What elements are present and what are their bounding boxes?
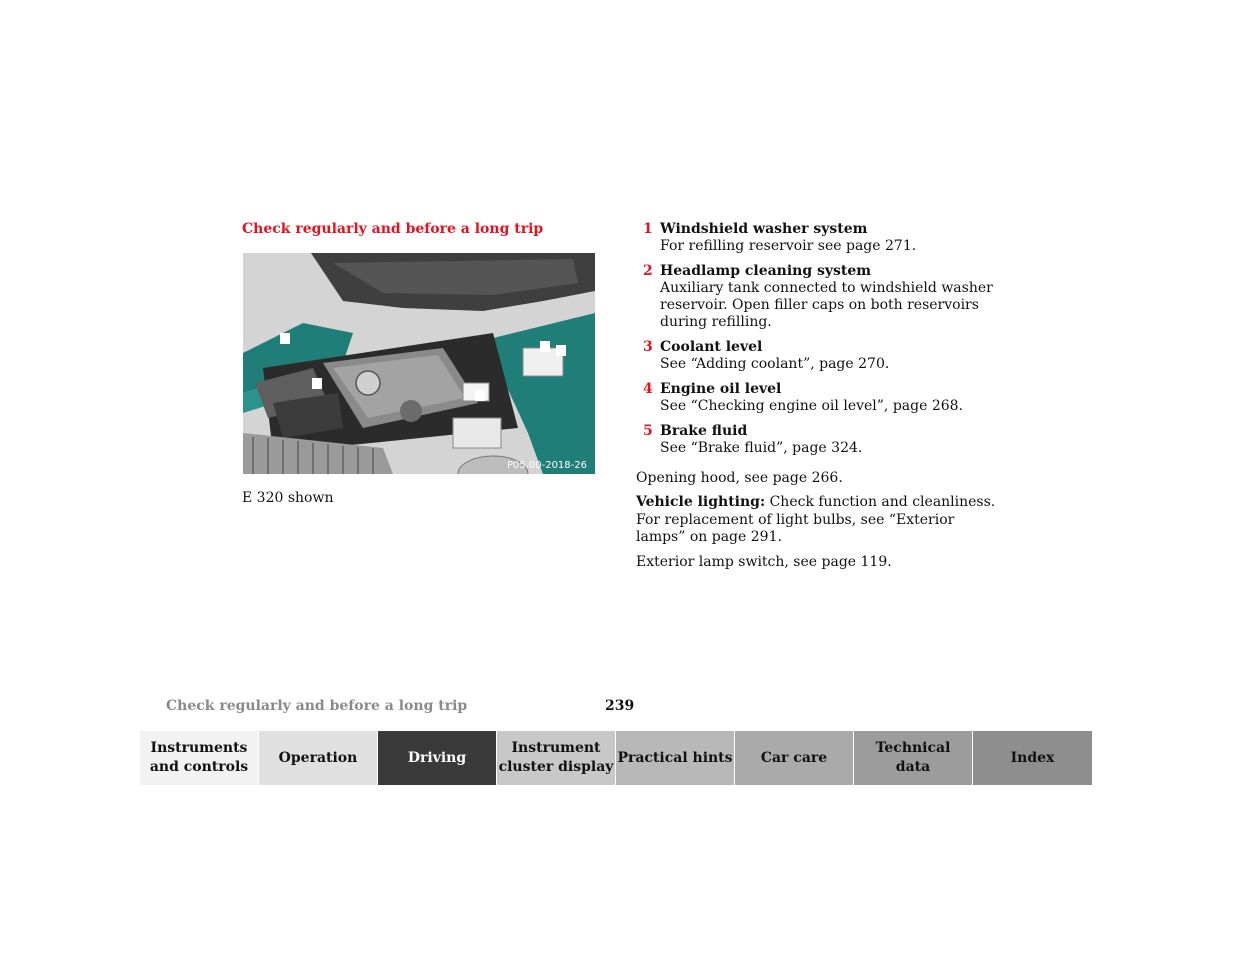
checklist: [636, 221, 996, 465]
list-item: [636, 221, 996, 255]
item-title: Headlamp cleaning system: [660, 263, 872, 279]
item-title: Coolant level: [660, 339, 763, 355]
hood-paragraph: Opening hood, see page 266.: [636, 470, 843, 486]
list-item: [636, 263, 996, 331]
item-description: See “Adding coolant”, page 270.: [660, 356, 890, 372]
tab-driving[interactable]: Driving: [378, 731, 497, 785]
tab-practical-hints[interactable]: Practical hints: [616, 731, 735, 785]
footer-title: Check regularly and before a long trip: [166, 698, 468, 714]
item-number: 1: [643, 221, 653, 237]
lighting-text: Check function and cleanliness. For replacement of light bulbs, see “Exterior lamps” on page 291.: [636, 494, 996, 545]
figure-code: P05.00-2018-26: [506, 460, 587, 471]
section-title: Check regularly and before a long trip: [242, 221, 544, 237]
item-number: 4: [643, 381, 653, 397]
tab-technical-data[interactable]: Technical data: [854, 731, 973, 785]
item-title: Windshield washer system: [660, 221, 868, 237]
engine-illustration: [243, 253, 595, 474]
item-description: For refilling reservoir see page 271.: [660, 238, 917, 254]
tab-car-care[interactable]: Car care: [735, 731, 854, 785]
list-item: [636, 381, 996, 415]
item-description: Auxiliary tank connected to windshield washer reservoir. Open filler caps on both reservoirs during refilling.: [660, 280, 993, 330]
item-number: 2: [643, 263, 653, 279]
lighting-paragraph: [636, 494, 996, 547]
lighting-label: Vehicle lighting:: [636, 494, 766, 510]
chapter-tabs: [140, 731, 1092, 785]
item-description: See “Checking engine oil level”, page 268.: [660, 398, 964, 414]
item-number: 5: [643, 423, 653, 439]
item-title: Brake fluid: [660, 423, 748, 439]
engine-compartment-figure: [243, 253, 595, 474]
figure-caption: E 320 shown: [242, 490, 334, 506]
item-title: Engine oil level: [660, 381, 782, 397]
item-number: 3: [643, 339, 653, 355]
item-description: See “Brake fluid”, page 324.: [660, 440, 863, 456]
tab-instruments-and-controls[interactable]: Instruments and controls: [140, 731, 259, 785]
page-number: 239: [605, 698, 635, 714]
lamp-switch-paragraph: Exterior lamp switch, see page 119.: [636, 554, 892, 570]
tab-index[interactable]: Index: [973, 731, 1092, 785]
tab-operation[interactable]: Operation: [259, 731, 378, 785]
tab-instrument-cluster-display[interactable]: Instrument cluster display: [497, 731, 616, 785]
list-item: [636, 423, 996, 457]
list-item: [636, 339, 996, 373]
